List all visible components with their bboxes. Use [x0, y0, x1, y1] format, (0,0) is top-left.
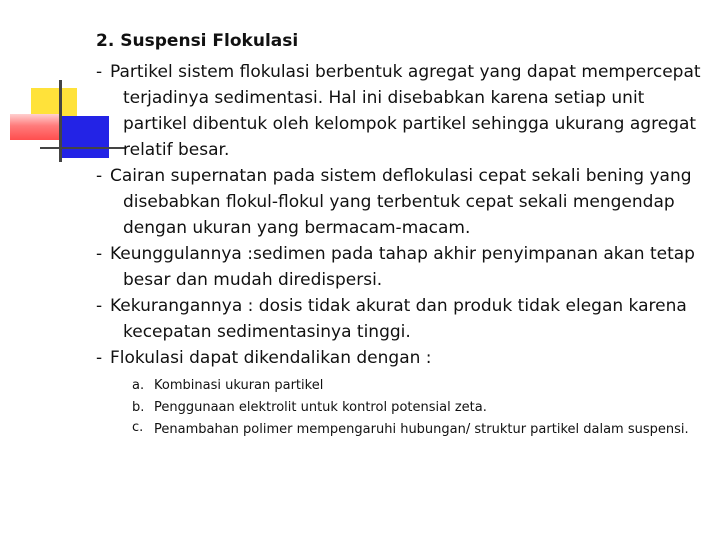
dash-marker: -: [96, 244, 103, 264]
point-text: Flokulasi dapat dikendalikan dengan :: [110, 348, 432, 368]
heading-number: 2.: [96, 31, 115, 51]
sub-item-text: Penambahan polimer mempengaruhi hubungan/ struktur partikel dalam suspensi.: [154, 422, 689, 437]
sub-list-item: [132, 419, 706, 439]
bullet-point: [96, 293, 706, 345]
bullet-point: [96, 345, 706, 371]
point-text: Cairan supernatan pada sistem deflokulasi cepat sekali bening yang disebabkan flokul-flokul yang terbentuk cepat sekali mengendap dengan ukuran yang bermacam-macam.: [110, 166, 692, 238]
point-text: Partikel sistem flokulasi berbentuk agregat yang dapat mempercepat terjadinya sedimentasi. Hal ini disebabkan karena setiap unit partikel dibentuk oleh kelompok partikel sehingga ukurang agregat relatif besar.: [110, 62, 701, 160]
heading-title: Suspensi Flokulasi: [120, 31, 299, 51]
section-heading: [96, 30, 706, 52]
dash-marker: -: [96, 166, 103, 186]
sub-item-marker: a.: [132, 378, 145, 393]
dash-marker: -: [96, 348, 103, 368]
dash-marker: -: [96, 62, 103, 82]
sub-item-marker: b.: [132, 400, 145, 415]
vertical-line-decoration: [59, 80, 62, 162]
sub-item-text: Penggunaan elektrolit untuk kontrol potensial zeta.: [154, 400, 487, 415]
sub-list-item: [132, 397, 706, 419]
dash-marker: -: [96, 296, 103, 316]
bullet-point: [96, 241, 706, 293]
bullet-point: [96, 59, 706, 163]
slide-content: [96, 30, 706, 439]
sub-list: [132, 375, 706, 439]
sub-item-text: Kombinasi ukuran partikel: [154, 378, 324, 393]
point-text: Kekurangannya : dosis tidak akurat dan produk tidak elegan karena kecepatan sedimentasinya tinggi.: [110, 296, 687, 342]
bullet-point: [96, 163, 706, 241]
sub-list-item: [132, 375, 706, 397]
point-text: Keunggulannya :sedimen pada tahap akhir penyimpanan akan tetap besar dan mudah diredispersi.: [110, 244, 695, 290]
red-bar-decoration: [10, 114, 62, 140]
sub-item-marker: c.: [132, 420, 144, 435]
